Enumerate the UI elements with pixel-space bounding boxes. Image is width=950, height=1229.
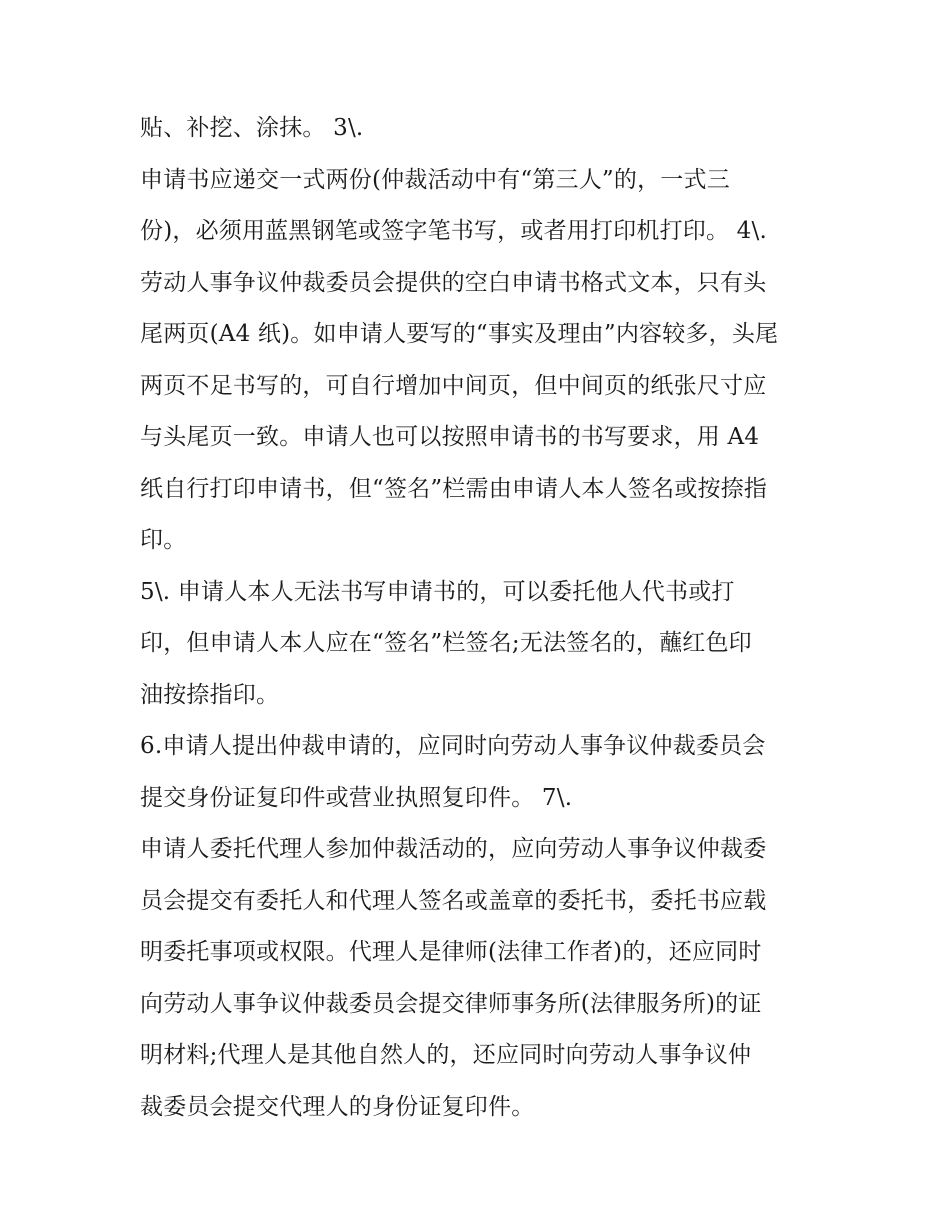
document-body xyxy=(140,103,820,1133)
text-line: 申请人委托代理人参加仲裁活动的，应向劳动人事争议仲裁委 xyxy=(140,836,767,862)
text-line: 印，但申请人本人应在“签名”栏签名;无法签名的，蘸红色印 xyxy=(140,630,752,656)
text-line: 裁委员会提交代理人的身份证复印件。 xyxy=(140,1093,535,1120)
text-line: 油按捺指印。 xyxy=(140,681,280,708)
text-line: 劳动人事争议仲裁委员会提供的空白申请书格式文本，只有头 xyxy=(140,269,767,296)
text-line: 纸自行打印申请书，但“签名”栏需由申请人本人签名或按捺指 xyxy=(140,475,768,502)
text-line: 两页不足书写的，可自行增加中间页，但中间页的纸张尺寸应 xyxy=(140,372,767,399)
text-line: 6.申请人提出仲裁申请的，应同时向劳动人事争议仲裁委员会 xyxy=(140,733,766,759)
text-line: 明材料;代理人是其他自然人的，还应同时向劳动人事争议仲 xyxy=(140,1042,752,1068)
text-line: 提交身份证复印件或营业执照复印件。 7\. xyxy=(140,784,573,811)
text-line: 5\. 申请人本人无法书写申请书的，可以委托他人代书或打 xyxy=(140,578,735,605)
text-line: 申请书应递交一式两份(仲裁活动中有“第三人”的，一式三 xyxy=(140,166,730,193)
text-line: 与头尾页一致。申请人也可以按照申请书的书写要求，用 A4 xyxy=(140,424,760,450)
text-line: 员会提交有委托人和代理人签名或盖章的委托书，委托书应载 xyxy=(140,887,767,914)
text-line: 贴、补挖、涂抹。 3\. xyxy=(140,115,364,141)
text-line: 明委托事项或权限。代理人是律师(法律工作者)的，还应同时 xyxy=(140,939,762,965)
text-line: 份)，必须用蓝黑钢笔或签字笔书写，或者用打印机打印。 4\. xyxy=(140,218,767,244)
text-line: 尾两页(A4 纸)。如申请人要写的“事实及理由”内容较多，头尾 xyxy=(140,321,779,347)
text-line: 向劳动人事争议仲裁委员会提交律师事务所(法律服务所)的证 xyxy=(140,990,762,1017)
text-line: 印。 xyxy=(140,527,187,553)
